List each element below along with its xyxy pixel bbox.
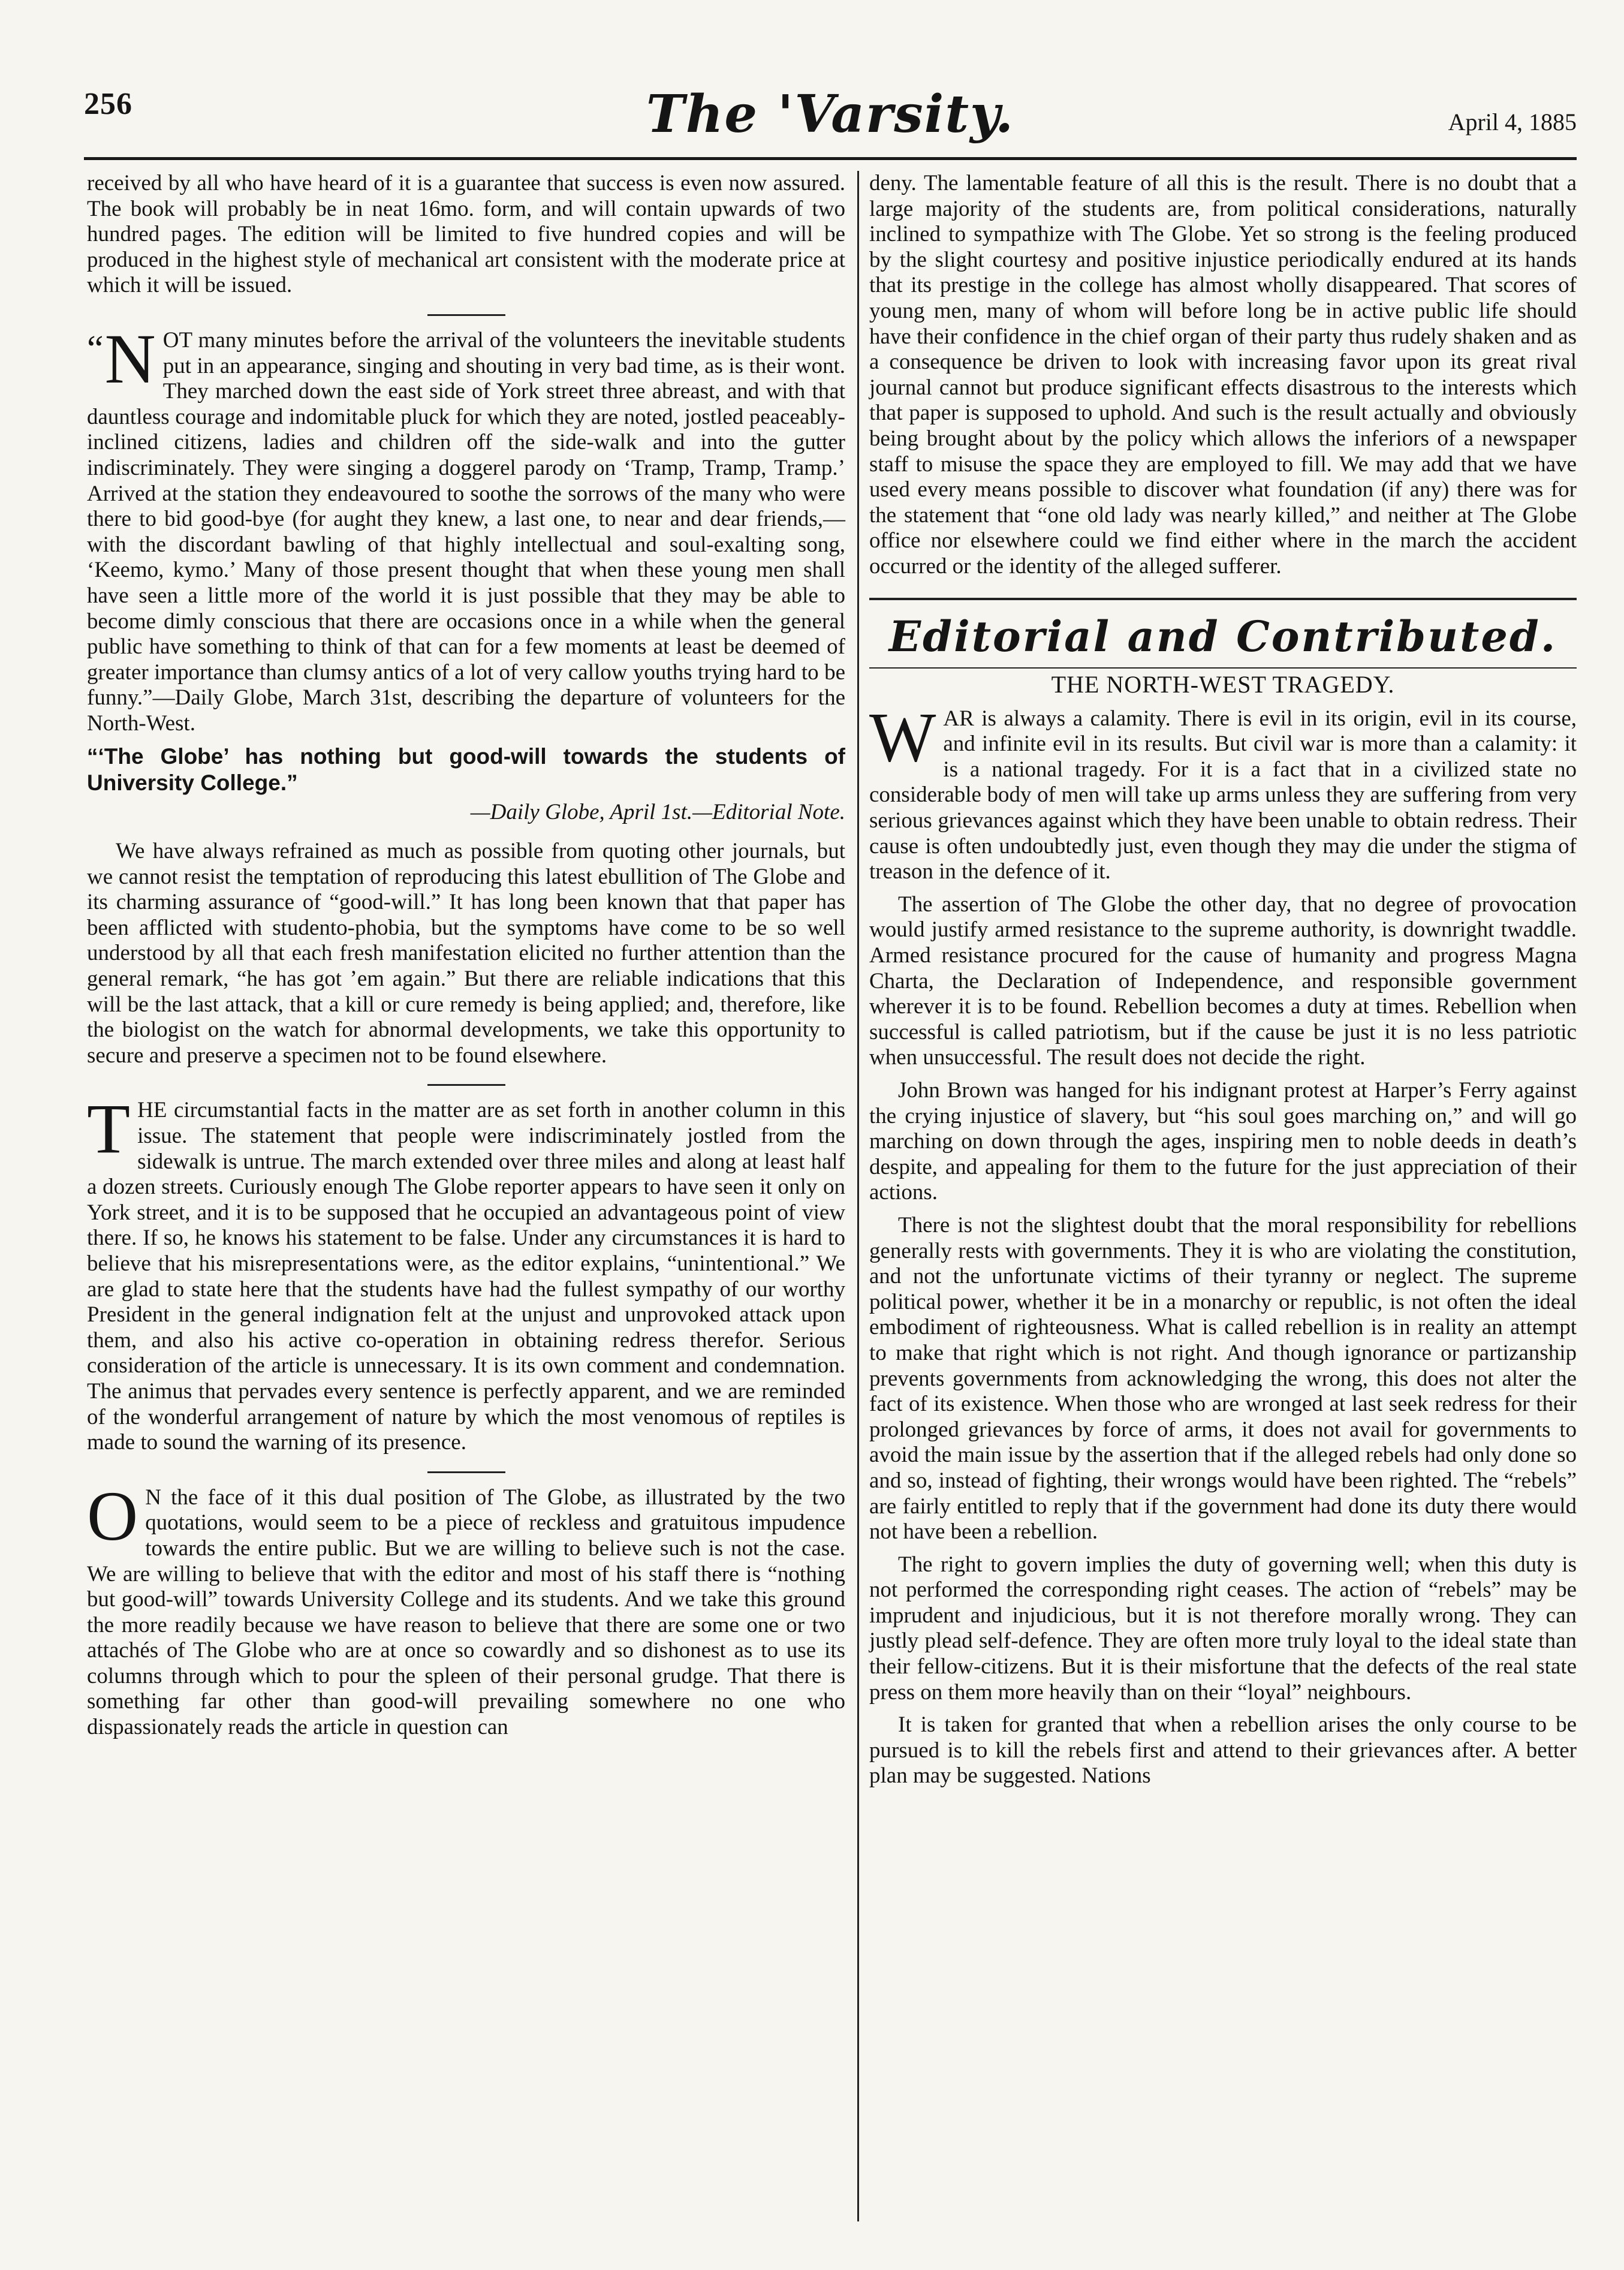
page-number: 256 [84,87,132,121]
article-paragraph [869,697,1577,885]
article-paragraph: We have always refrained as much as possible from quoting other journals, but we cannot resist the temptation of reproducing this latest ebullition of The Globe and its charming assurance of “good-will.” It has long been known that that paper has been afflicted with studento-phobia, but the symptoms have come to be so well understood by all that each fresh manifestation elicited no further attention than the general remark, “he has got ’em again.” But there are reliable indications that this will be the last attack, that a kill or cure remedy is being applied; and, therefore, like the biologist on the watch for abnormal developments, we take this opportunity to secure and preserve a specimen not to be found elsewhere. [87,839,845,1068]
section-rule [869,598,1577,600]
drop-cap: N [104,319,156,398]
article-paragraph: The right to govern implies the duty of governing well; when this duty is not performed the corresponding right ceases. The action of “rebels” may be imprudent and injudicious, but it is not therefore morally wrong. They can justly plead self-defence. They are often more truly loyal to the ideal state than their fellow-citizens. But it is their misfortune that the defects of the real state press on them more heavily than on their “loyal” neighbours. [869,1552,1577,1705]
column-divider [857,171,859,2221]
globe-quote-text: OT many minutes before the arrival of the volunteers the inevitable students put in an appearance, singing and shouting in very bad time, as is their wont. They marched down the east side of York street three abreast, and with that dauntless courage and indomitable pluck for which they are noted, jostled peaceably-inclined citizens, ladies and children off the side-walk and into the gutter indiscriminately. They were singing a doggerel parody on ‘Tramp, Tramp, Tramp.’ Arrived at the station they endeavoured to soothe the sorrows of the many who were there to bid good-bye (for aught they knew, a last one, to near and dear friends,—with the discordant bawling of that highly intellectual and soul-exalting song, ‘Keemo, kymo.’ Many of those present thought that when these young men shall have seen a little more of the world it is just possible that they may be able to become dimly conscious that there are occasions once in a while when the general public have something to think of that can for a few moments at least be deemed of greater importance than clumsy antics of a lot of very callow youths trying hard to be funny.”—Daily Globe, March 31st, describing the departure of volunteers for the North-West. [87,327,845,736]
paragraph-text: AR is always a calamity. There is evil in its origin, evil in its course, and infinite evil in its results. But civil war is more than a calamity: it is a national tragedy. For it is a fact that in a civilized state no considerable body of men will take up arms unless they are suffering from very serious grievances against which they have been unable to obtain redress. Their cause is often undoubtedly just, even though they may die under the stigma of treason in the defence of it. [869,706,1577,884]
issue-date: April 4, 1885 [1448,109,1577,136]
article-paragraph: received by all who have heard of it is a guarantee that success is even now assured. The book will probably be in neat 16mo. form, and will contain upwards of two hundred pages. The edition will be limited to five hundred copies and will be produced in the highest style of mechanical art consistent with the moderate price at which it will be issued. [87,171,845,298]
drop-cap: T [87,1089,131,1169]
header-rule [84,157,1577,160]
article-paragraph [87,1089,845,1455]
opening-quote-mark: “ [87,328,104,369]
article-paragraph: It is taken for granted that when a rebellion arises the only course to be pursued is to kill the rebels first and attend to their grievances after. A better plan may be suggested. Nations [869,1712,1577,1789]
globe-quote-paragraph [87,319,845,737]
page-header [84,84,1577,156]
article-title: THE NORTH-WEST TRAGEDY. [1051,671,1395,699]
article-paragraph: John Brown was hanged for his indignant protest at Harper’s Ferry against the crying injustice of slavery, but “his soul goes marching on,” and will go marching on down through the ages, inspiring men to noble deeds in death’s despite, and appealing for them to the future for the just appreciation of their actions. [869,1078,1577,1205]
section-title-rule [869,667,1577,669]
section-rule [427,1471,505,1473]
left-column [87,171,845,2227]
drop-cap: O [87,1476,138,1555]
right-column [869,171,1577,2227]
drop-cap: W [869,697,936,776]
quote-heading: “‘The Globe’ has nothing but good-will towards the students of University College.” [87,744,845,796]
paragraph-text: N the face of it this dual position of The Globe, as illustrated by the two quotations, would seem to be a piece of reckless and gratuitous impudence towards the entire public. But we are willing to believe such is not the case. We are willing to believe that with the editor and most of his staff there is “nothing but good-will” towards University College and its students. And we take this ground the more readily because we have reason to believe that there are some one or two attachés of The Globe who are at once so cowardly and so dishonest as to use its columns through which to pour the spleen of their personal grudge. That there is something far other than good-will prevailing somewhere no one who dispassionately reads the article in question can [87,1485,845,1740]
section-rule [427,314,505,316]
article-paragraph: deny. The lamentable feature of all this is the result. There is no doubt that a large majority of the students are, from political considerations, naturally inclined to sympathize with The Globe. Yet so strong is the feeling produced by the slight courtesy and positive injustice periodically endured at its hands that its prestige in the college has almost wholly disappeared. That scores of young men, many of whom will before long be in active public life should have their confidence in the chief organ of their party thus rudely shaken and as a consequence be driven to look with increasing favor upon its great rival journal cannot but produce significant effects disastrous to the interests which that paper is supposed to uphold. And such is the result actually and obviously being brought about by the policy which allows the inferiors of a newspaper staff to misuse the space they are employed to fill. We may add that we have used every means possible to discover what foundation (if any) there was for the statement that “one old lady was nearly killed,” and neither at The Globe office nor elsewhere could we find either where in the march the accident occurred or the identity of the alleged sufferer. [869,171,1577,579]
masthead-title: The 'Varsity. [646,84,1015,144]
paragraph-text: HE circumstantial facts in the matter are as set forth in another column in this issue. The statement that people were indiscriminately jostled from the sidewalk is untrue. The march extended over three miles and along at least half a dozen streets. Curiously enough The Globe reporter appears to have seen it only on York street, and it is to be supposed that he occupied an advantageous point of view there. If so, he knows his statement to be false. Under any circumstances it is hard to believe that his misrepresentations were, as the editor explains, “unintentional.” We are glad to state here that the students have had the fullest sympathy of our worthy President in the general indignation felt at the unjust and unprovoked attack upon them, and also his active co-operation in obtaining redress therefor. Serious consideration of the article is unnecessary. It is its own comment and condemnation. The animus that pervades every sentence is perfectly apparent, and we are reminded of the wonderful arrangement of nature by which the most venomous of reptiles is made to sound the warning of its presence. [87,1098,845,1455]
section-rule [427,1084,505,1086]
quote-attribution: —Daily Globe, April 1st.—Editorial Note. [470,800,845,825]
article-paragraph [87,1476,845,1741]
article-paragraph: There is not the slightest doubt that the moral responsibility for rebellions generally rests with governments. They it is who are violating the constitution, and not the unfortunate victims of their tyranny or neglect. The supreme political power, whether it be in a monarchy or republic, is not often the ideal embodiment of righteousness. What is called rebellion is in reality an attempt to make that right which is not right. And though ignorance or partizanship prevents governments from acknowledging the wrong, this does not alter the fact of its existence. When those who are wronged at last seek redress for their prolonged grievances by force of arms, it does not avail for governments to avoid the main issue by the assertion that if the alleged rebels had only done so and so, instead of fighting, their wrongs would have been righted. The “rebels” are fairly entitled to reply that if the government had done its duty there would not have been a rebellion. [869,1212,1577,1545]
section-title: Editorial and Contributed. [888,611,1557,661]
article-paragraph: The assertion of The Globe the other day, that no degree of provocation would justify armed resistance to the supreme authority, is downright twaddle. Armed resistance procured for the cause of humanity and progress Magna Charta, the Declaration of Independence, and responsible government wherever it is to be found. Rebellion becomes a duty at times. Rebellion when successful is called patriotism, but if the cause be just it is no less patriotic when unsuccessful. The result does not decide the right. [869,892,1577,1070]
